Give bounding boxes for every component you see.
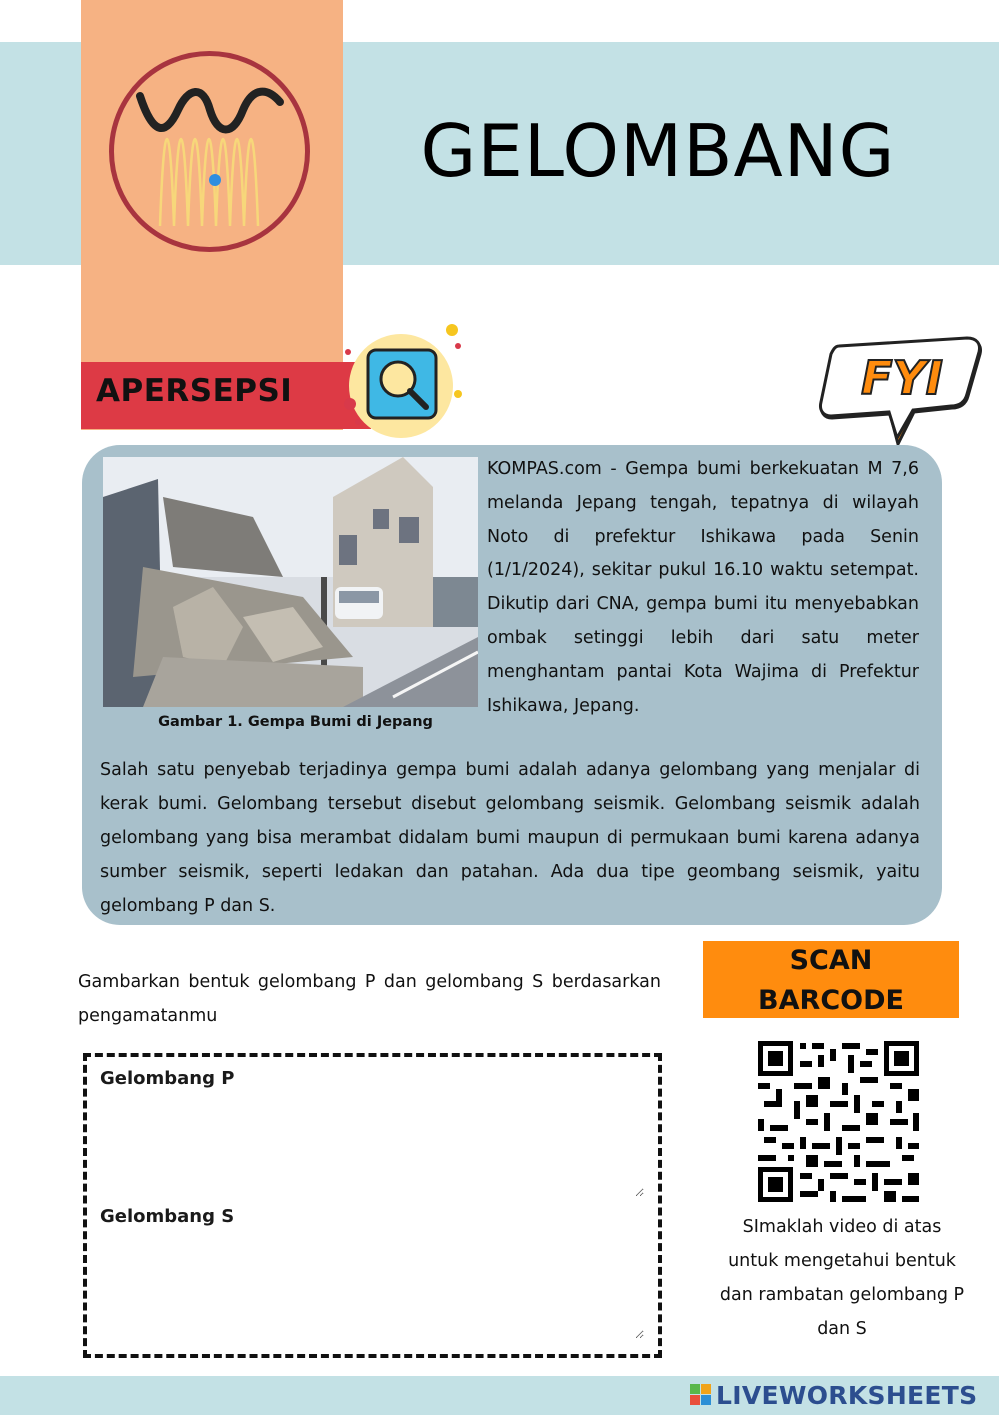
liveworksheets-logo-icon [690,1384,712,1408]
scan-barcode-banner [703,941,959,1018]
apersepsi-label: APERSEPSI [96,373,293,409]
wave-p-label: Gelombang P [100,1068,235,1089]
news-text: KOMPAS.com - Gempa bumi berkekuatan M 7,6 melanda Jepang tengah, tepatnya di wilayah Noto di prefektur Ishikawa pada Senin (1/1/2024), sekitar pukul 16.10 waktu setempat. Dikutip dari CNA, gempa bumi itu menyebabkan ombak setinggi lebih dari satu meter menghantam pantai Kota Wajima di Prefektur Ishikawa, Jepang. [487,459,919,716]
wave-logo-icon [108,50,311,253]
qr-code-icon[interactable] [758,1041,919,1202]
page-title: GELOMBANG [420,109,896,193]
scan-title-line2: BARCODE [758,985,904,1016]
scan-title-line1: SCAN [789,945,873,976]
wave-s-answer-area[interactable] [100,1235,644,1339]
earthquake-photo [103,457,478,707]
fyi-badge-icon [818,336,984,448]
image-caption: Gambar 1. Gempa Bumi di Jepang [158,714,433,730]
brand-text: LIVEWORKSHEETS [716,1381,978,1410]
fyi-text: FYI [861,351,943,405]
wave-s-label: Gelombang S [100,1206,235,1227]
scan-description: SImaklah video di atas untuk mengetahui bentuk dan rambatan gelombang P dan S [719,1217,965,1339]
magnifier-icon [340,322,468,442]
liveworksheets-brand[interactable] [690,1376,977,1415]
activity-question: Gambarkan bentuk gelombang P dan gelombang S berdasarkan pengamatanmu [78,972,661,1026]
seismic-paragraph: Salah satu penyebab terjadinya gempa bumi adalah adanya gelombang yang menjalar di kerak bumi. Gelombang tersebut disebut gelombang seismik. Gelombang seismik adalah gelombang yang bisa merambat didalam bumi maupun di permukaan bumi karena adanya sumber seismik, seperti ledakan dan patahan. Ada dua tipe geombang seismik, yaitu gelombang P dan S. [100,760,920,916]
wave-p-answer-area[interactable] [100,1097,644,1197]
